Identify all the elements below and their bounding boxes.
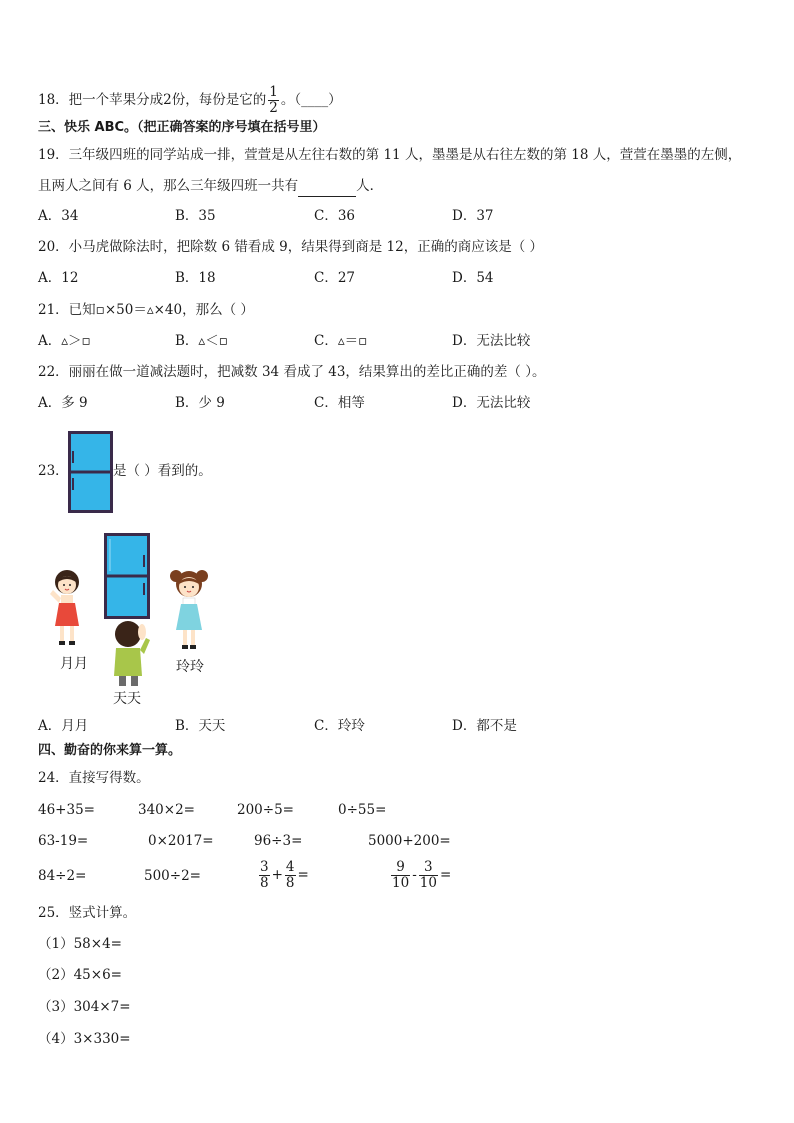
q19-option-b[interactable]: B．35: [175, 208, 216, 224]
fridge-front-view-icon: [68, 431, 113, 513]
q20-option-b[interactable]: B．18: [175, 270, 216, 286]
q22-option-b[interactable]: B．少 9: [175, 395, 225, 411]
boy-tiantian-icon: [106, 618, 152, 688]
q21-option-d[interactable]: D．无法比较: [452, 333, 531, 349]
q24-r3-c2: 500÷2=: [144, 868, 201, 884]
q24-title: 24．直接写得数。: [38, 770, 150, 786]
fridge-icon: [104, 533, 150, 619]
q23-option-a[interactable]: A．月月: [38, 718, 89, 734]
q20-option-c[interactable]: C．27: [314, 270, 356, 286]
q22-option-c[interactable]: C．相等: [314, 395, 365, 411]
q18-suffix: 。（____）: [280, 92, 342, 108]
q25-item-3: （3）304×7=: [38, 999, 131, 1015]
q20-option-d[interactable]: D．54: [452, 270, 494, 286]
q23-prefix: 23．: [38, 463, 69, 479]
section-3-heading: 三、快乐 ABC。（把正确答案的序号填在括号里）: [38, 120, 326, 135]
q24-r1-c3: 200÷5=: [237, 802, 294, 818]
q21-text: 21．已知▫×50＝▵×40，那么（ ）: [38, 302, 254, 318]
girl-yueyue-icon: [46, 568, 88, 648]
section-4-heading: 四、勤奋的你来算一算。: [38, 743, 182, 758]
q25-title: 25．竖式计算。: [38, 905, 137, 921]
q19-answer-blank[interactable]: [298, 176, 356, 197]
q24-r2-c3: 96÷3=: [254, 833, 303, 849]
q19-option-d[interactable]: D．37: [452, 208, 494, 224]
q24-r2-c2: 0×2017=: [148, 833, 214, 849]
q22-text: 22．丽丽在做一道减法题时，把减数 34 看成了 43，结果算出的差比正确的差（ ）。: [38, 364, 546, 380]
q24-r3-c1: 84÷2=: [38, 868, 87, 884]
q25-item-1: （1）58×4=: [38, 936, 122, 952]
q18-fraction: $\frac{1}{2}$: [269, 84, 278, 116]
q24-r1-c2: 340×2=: [138, 802, 195, 818]
q23-option-b[interactable]: B．天天: [175, 718, 226, 734]
q18-prefix: 18．把一个苹果分成2份，每份是它的: [38, 92, 267, 108]
q24-r1-c4: 0÷55=: [338, 802, 387, 818]
name-lingling: 玲玲: [176, 659, 204, 675]
q22-option-d[interactable]: D．无法比较: [452, 395, 531, 411]
q19-option-a[interactable]: A．34: [38, 208, 79, 224]
q23-suffix: 是（ ）看到的。: [113, 463, 212, 479]
q19-line2: 且两人之间有 6 人，那么三年级四班一共有 人．: [38, 176, 383, 197]
q19-option-c[interactable]: C．36: [314, 208, 356, 224]
q21-option-c[interactable]: C．▵＝▫: [314, 333, 368, 349]
q20-text: 20．小马虎做除法时，把除数 6 错看成 9，结果得到商是 12，正确的商应该是（ ）: [38, 239, 543, 255]
q19-line1: 19．三年级四班的同学站成一排，萱萱是从左往右数的第 11 人，墨墨是从右往左数的第 18 人，萱萱在墨墨的左侧，: [38, 147, 742, 163]
q24-r1-c1: 46+35=: [38, 802, 95, 818]
q23-option-c[interactable]: C．玲玲: [314, 718, 365, 734]
q25-item-2: （2）45×6=: [38, 967, 122, 983]
q24-r2-c4: 5000+200=: [368, 833, 451, 849]
q24-fraction-diff: $\frac{9}{10}$ - $\frac{3}{10}$ =: [392, 859, 452, 891]
girl-lingling-icon: [166, 566, 212, 654]
q21-option-b[interactable]: B．▵＜▫: [175, 333, 228, 349]
q21-option-a[interactable]: A．▵＞▫: [38, 333, 91, 349]
q24-r2-c1: 63-19=: [38, 833, 89, 849]
name-tiantian: 天天: [113, 691, 141, 707]
q23-option-d[interactable]: D．都不是: [452, 718, 517, 734]
name-yueyue: 月月: [60, 656, 88, 672]
q25-item-4: （4）3×330=: [38, 1031, 131, 1047]
q20-option-a[interactable]: A．12: [38, 270, 79, 286]
q18: [38, 85, 342, 116]
q24-fraction-sum: $\frac{3}{8}$ + $\frac{4}{8}$ =: [260, 859, 309, 891]
q22-option-a[interactable]: A．多 9: [38, 395, 88, 411]
